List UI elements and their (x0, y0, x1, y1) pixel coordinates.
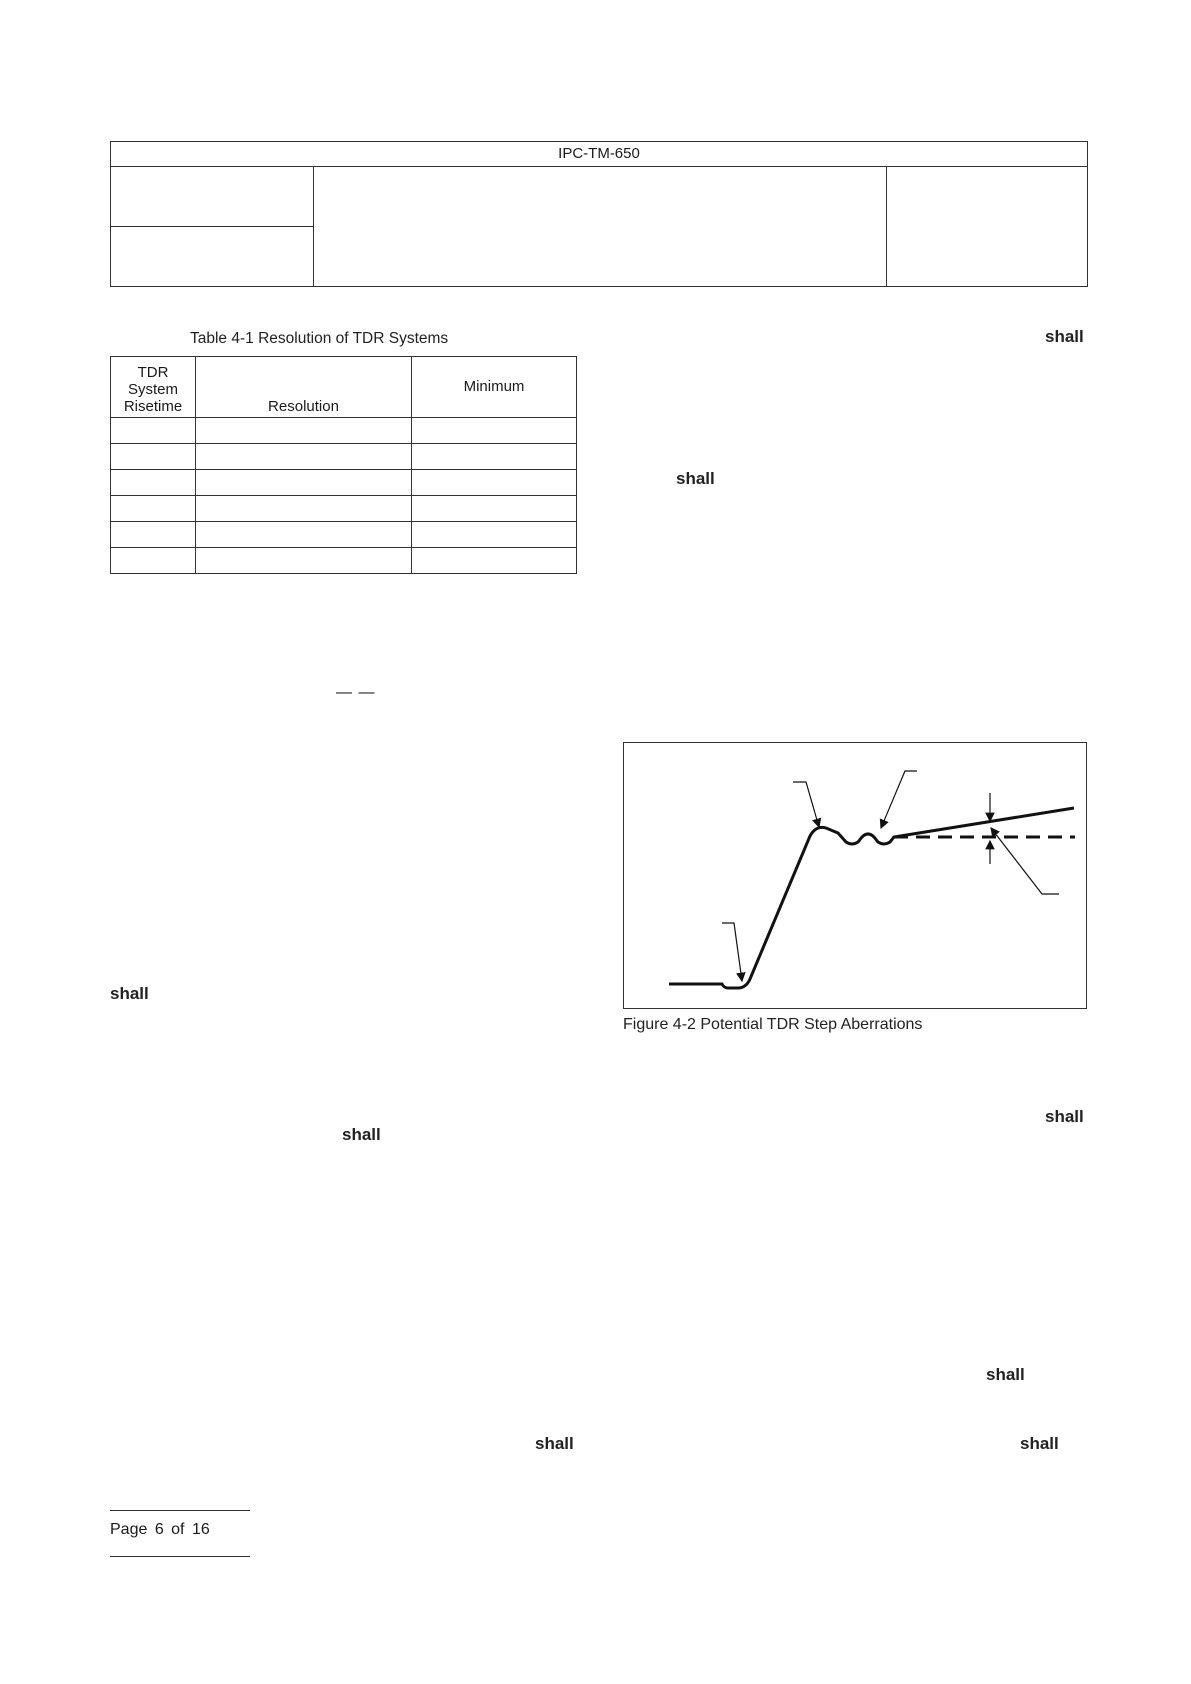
table-cell (196, 496, 412, 522)
table-cell (111, 496, 196, 522)
table-row (111, 496, 577, 522)
header-line: Risetime (123, 398, 183, 415)
leader-arrow (881, 771, 917, 828)
tdr-waveform (669, 808, 1074, 988)
shall-text: shall (1020, 1434, 1059, 1453)
figure-caption: Figure 4-2 Potential TDR Step Aberrations (623, 1016, 923, 1033)
document-title: IPC-TM-650 (111, 142, 1087, 167)
shall-text: shall (676, 469, 715, 488)
shall-text: shall (342, 1125, 381, 1144)
header-right-cell (886, 166, 887, 286)
table-row (111, 548, 577, 574)
shall-text: shall (1045, 1107, 1084, 1126)
header-line: TDR (137, 364, 169, 381)
table-cell (111, 470, 196, 496)
table-cell (111, 418, 196, 444)
table-cell (412, 548, 577, 574)
table-cell (196, 470, 412, 496)
table-row (111, 522, 577, 548)
column-header-minimum: Minimum (412, 357, 577, 418)
table-row (111, 418, 577, 444)
header-left-cell (111, 166, 314, 286)
column-header-resolution: Resolution (196, 357, 412, 418)
header-cell-divider (111, 226, 313, 227)
table-caption: Table 4-1 Resolution of TDR Systems (190, 330, 449, 347)
page-number: Page 6 of 16 (110, 1521, 210, 1538)
resolution-table (110, 356, 577, 574)
figure-tdr-step (623, 742, 1087, 1009)
table-cell (196, 444, 412, 470)
table-cell (111, 548, 196, 574)
dash-marks: — — (336, 684, 376, 701)
table-cell (412, 470, 577, 496)
header-line: System (127, 381, 178, 398)
table-cell (412, 496, 577, 522)
document-header (110, 141, 1088, 287)
table-cell (111, 444, 196, 470)
footer-top-rule (110, 1510, 250, 1511)
table-cell (196, 522, 412, 548)
table-row (111, 470, 577, 496)
leader-arrow (722, 923, 742, 981)
column-header-tdr-risetime (111, 357, 196, 418)
table-cell (412, 444, 577, 470)
tdr-step-diagram (624, 743, 1088, 1010)
shall-text: shall (986, 1365, 1025, 1384)
table-cell (412, 522, 577, 548)
table-cell (412, 418, 577, 444)
shall-text: shall (535, 1434, 574, 1453)
table-row (111, 444, 577, 470)
leader-arrow (793, 782, 819, 827)
table-cell (111, 522, 196, 548)
shall-text: shall (1045, 327, 1084, 346)
table-cell (196, 548, 412, 574)
footer-bottom-rule (110, 1556, 250, 1557)
shall-text: shall (110, 984, 149, 1003)
table-cell (196, 418, 412, 444)
